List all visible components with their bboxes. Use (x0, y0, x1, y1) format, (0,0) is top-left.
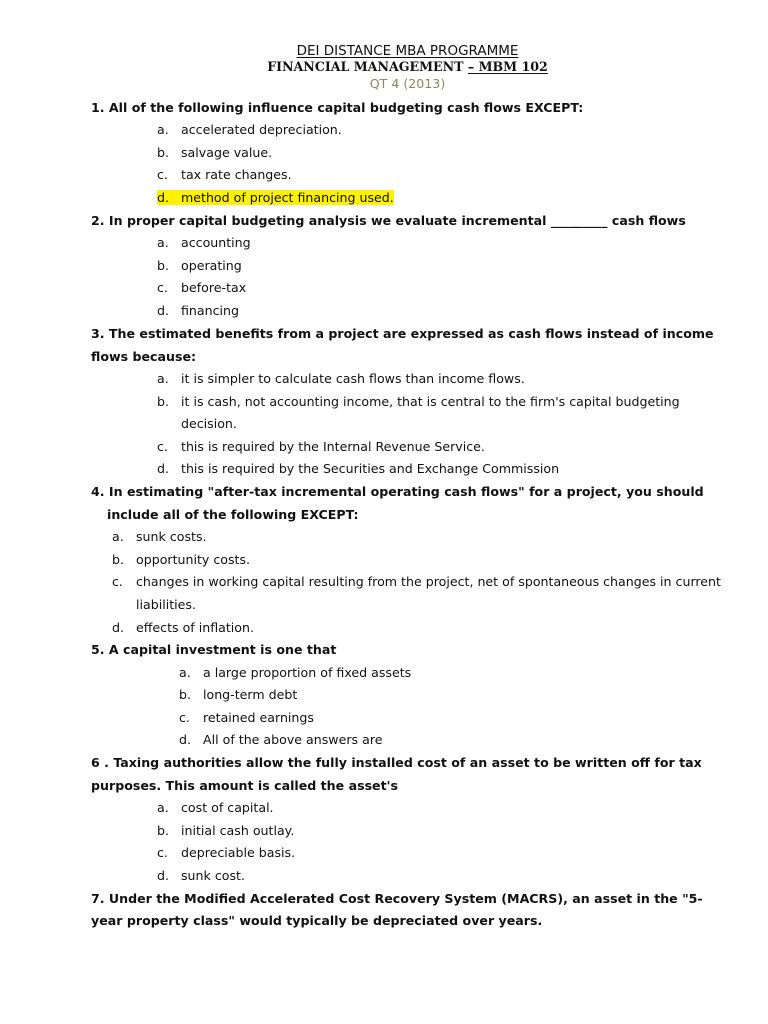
q1-option-a: a. accelerated depreciation. (157, 122, 342, 137)
q1-option-d: d. method of project financing used. (157, 190, 394, 205)
q5-option-b: b. long-term debt (179, 687, 298, 702)
q3-option-b-continued: decision. (181, 416, 237, 431)
q6-option-d: d. sunk cost. (157, 868, 245, 883)
q4-option-b: b. opportunity costs. (112, 552, 251, 567)
q5-option-c: c. retained earnings (179, 710, 314, 725)
q3-option-a: a. it is simpler to calculate cash flows than income flows. (157, 371, 525, 386)
q4-option-a: a. sunk costs. (112, 529, 207, 544)
q2-option-a: a. accounting (157, 235, 251, 250)
q4-option-d: d. effects of inflation. (112, 620, 254, 635)
course-title (0, 59, 768, 75)
q4-option-c-continued: liabilities. (136, 597, 196, 612)
question-7-line-1: 7. Under the Modified Accelerated Cost Recovery System (MACRS), an asset in the "5- (91, 891, 703, 906)
q6-option-b: b. initial cash outlay. (157, 823, 295, 838)
q5-option-d: d. All of the above answers are (179, 732, 383, 747)
question-5: 5. A capital investment is one that (91, 642, 337, 657)
course-code: – MBM 102 (467, 59, 548, 74)
q4-option-c: c. changes in working capital resulting from the project, net of spontaneous changes in current (112, 574, 721, 589)
q2-option-d: d. financing (157, 303, 240, 318)
q6-option-c: c. depreciable basis. (157, 845, 296, 860)
q3-option-b: b. it is cash, not accounting income, that is central to the firm's capital budgeting (157, 394, 680, 409)
q2-option-c: c. before-tax (157, 280, 247, 295)
q6-option-a: a. cost of capital. (157, 800, 274, 815)
question-3-line-1: 3. The estimated benefits from a project are expressed as cash flows instead of income (91, 326, 714, 341)
course-name: FINANCIAL MANAGEMENT (267, 59, 468, 74)
question-6-line-1: 6 . Taxing authorities allow the fully installed cost of an asset to be written off for tax (91, 755, 702, 770)
question-3-line-2: flows because: (91, 349, 197, 364)
quiz-label: QT 4 (2013) (369, 76, 446, 91)
q3-option-d: d. this is required by the Securities and Exchange Commission (157, 461, 560, 476)
question-4-line-1: 4. In estimating "after-tax incremental operating cash flows" for a project, you should (91, 484, 704, 499)
q5-option-a: a. a large proportion of fixed assets (179, 665, 412, 680)
question-6-line-2: purposes. This amount is called the asset's (91, 778, 398, 793)
program-title: DEI DISTANCE MBA PROGRAMME (296, 43, 519, 59)
question-7-line-2: year property class" would typically be depreciated over years. (91, 913, 543, 928)
q1-option-c: c. tax rate changes. (157, 167, 292, 182)
question-2: 2. In proper capital budgeting analysis we evaluate incremental _________ cash flows (91, 213, 686, 228)
question-1: 1. All of the following influence capital budgeting cash flows EXCEPT: (91, 100, 584, 115)
q2-option-b: b. operating (157, 258, 242, 273)
q3-option-c: c. this is required by the Internal Revenue Service. (157, 439, 485, 454)
q1-option-b: b. salvage value. (157, 145, 273, 160)
highlighted-answer: method of project financing used. (181, 190, 394, 205)
question-4-line-2: include all of the following EXCEPT: (107, 507, 359, 522)
